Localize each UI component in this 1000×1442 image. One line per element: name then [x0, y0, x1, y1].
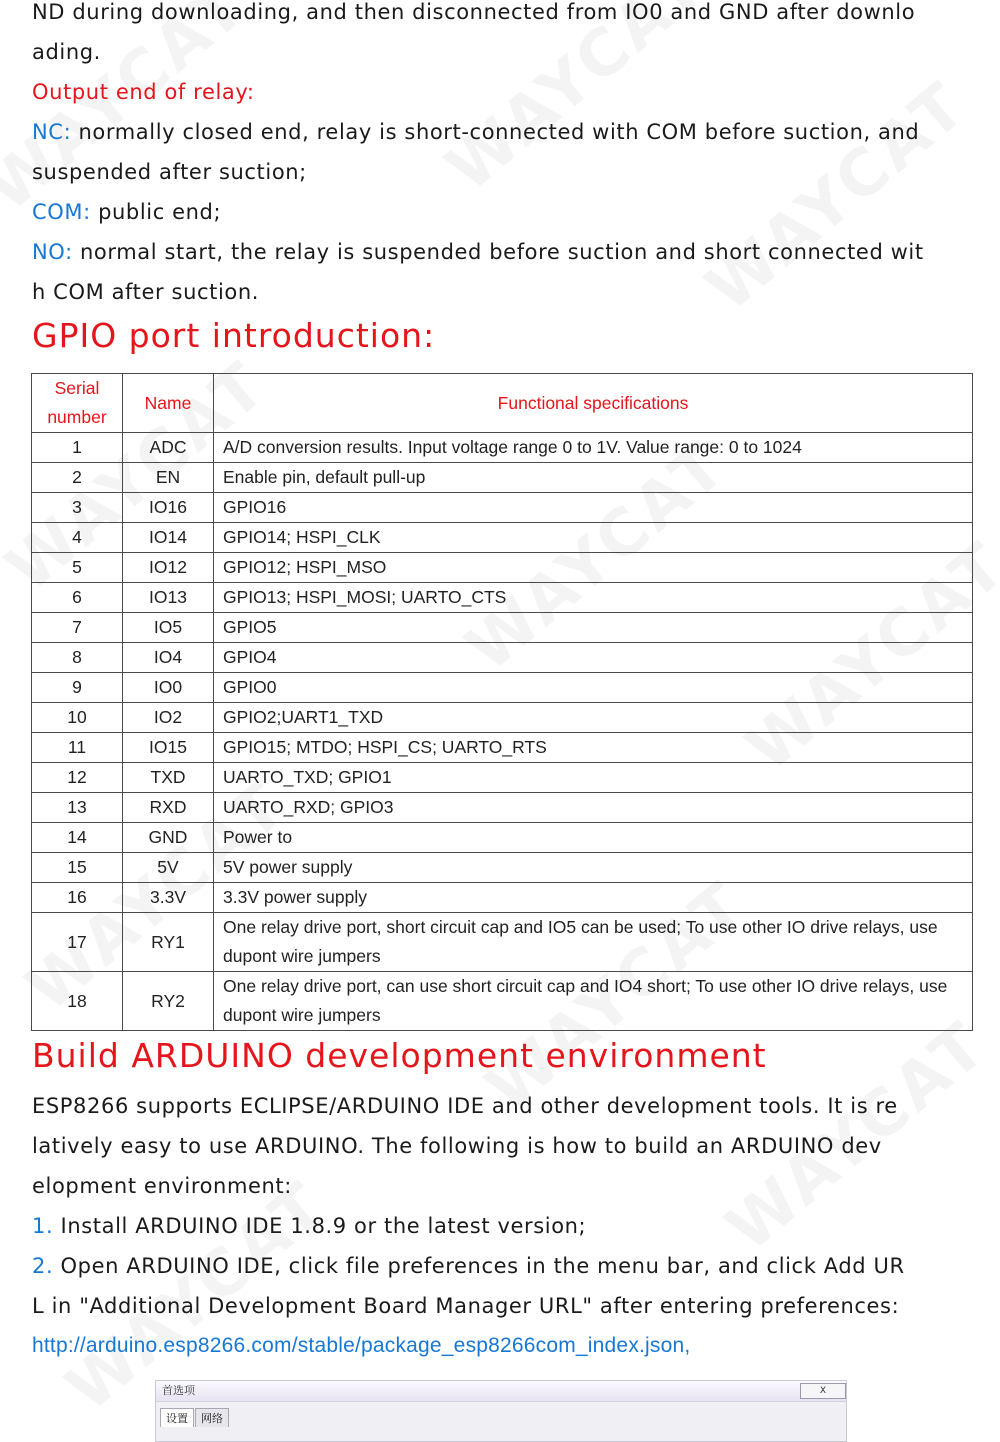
- step-1-text: Install ARDUINO IDE 1.8.9 or the latest version;: [53, 1214, 587, 1238]
- step-2-text: Open ARDUINO IDE, click file preferences in the menu bar, and click Add UR: [53, 1254, 905, 1278]
- cell-serial-number: 2: [32, 463, 123, 493]
- table-row: [32, 433, 973, 463]
- cell-name: ADC: [123, 433, 214, 463]
- cell-serial-number: 11: [32, 733, 123, 763]
- cell-name: EN: [123, 463, 214, 493]
- cell-serial-number: 6: [32, 583, 123, 613]
- cell-functional-specification: GPIO12; HSPI_MSO: [214, 553, 973, 583]
- cell-name: 5V: [123, 853, 214, 883]
- cell-functional-specification: UARTO_TXD; GPIO1: [214, 763, 973, 793]
- table-row: [32, 643, 973, 673]
- gpio-section-title: GPIO port introduction:: [32, 316, 436, 355]
- cell-name: IO13: [123, 583, 214, 613]
- relay-nc-continuation: suspended after suction;: [32, 160, 307, 184]
- cell-serial-number: 9: [32, 673, 123, 703]
- table-row: [32, 703, 973, 733]
- table-row: [32, 463, 973, 493]
- table-row: [32, 493, 973, 523]
- cell-serial-number: 4: [32, 523, 123, 553]
- cell-functional-specification: Power to: [214, 823, 973, 853]
- cell-functional-specification: GPIO0: [214, 673, 973, 703]
- cell-functional-specification: GPIO5: [214, 613, 973, 643]
- cell-functional-specification: UARTO_RXD; GPIO3: [214, 793, 973, 823]
- cell-functional-specification: Enable pin, default pull-up: [214, 463, 973, 493]
- cell-functional-specification: One relay drive port, can use short circuit cap and IO4 short; To use other IO drive relays, use dupont wire jumpers: [214, 972, 973, 1031]
- cell-functional-specification: 5V power supply: [214, 853, 973, 883]
- table-row: [32, 523, 973, 553]
- table-row: [32, 763, 973, 793]
- tab-network[interactable]: 网络: [195, 1408, 229, 1427]
- close-icon[interactable]: X: [800, 1383, 846, 1399]
- preferences-window-titlebar: [156, 1381, 846, 1402]
- table-row: [32, 613, 973, 643]
- cell-functional-specification: 3.3V power supply: [214, 883, 973, 913]
- cell-serial-number: 17: [32, 913, 123, 972]
- cell-functional-specification: GPIO13; HSPI_MOSI; UARTO_CTS: [214, 583, 973, 613]
- table-row: [32, 583, 973, 613]
- board-manager-url-link[interactable]: http://arduino.esp8266.com/stable/package_esp8266com_index.json,: [32, 1334, 691, 1357]
- cell-serial-number: 8: [32, 643, 123, 673]
- cell-name: IO16: [123, 493, 214, 523]
- cell-functional-specification: GPIO2;UART1_TXD: [214, 703, 973, 733]
- cell-serial-number: 1: [32, 433, 123, 463]
- cell-name: IO15: [123, 733, 214, 763]
- relay-output-heading: Output end of relay:: [32, 80, 255, 104]
- cell-functional-specification: GPIO15; MTDO; HSPI_CS; UARTO_RTS: [214, 733, 973, 763]
- cell-serial-number: 13: [32, 793, 123, 823]
- cell-name: 3.3V: [123, 883, 214, 913]
- cell-functional-specification: GPIO16: [214, 493, 973, 523]
- cell-name: TXD: [123, 763, 214, 793]
- preferences-window-title: 首选项: [162, 1384, 195, 1397]
- cell-serial-number: 3: [32, 493, 123, 523]
- relay-no-continuation: h COM after suction.: [32, 280, 260, 304]
- cell-serial-number: 15: [32, 853, 123, 883]
- table-row: [32, 673, 973, 703]
- header-serial-number: Serial number: [32, 374, 123, 433]
- table-row: [32, 883, 973, 913]
- header-name: Name: [123, 374, 214, 433]
- cell-functional-specification: GPIO4: [214, 643, 973, 673]
- cell-serial-number: 5: [32, 553, 123, 583]
- table-row: [32, 823, 973, 853]
- cell-name: RXD: [123, 793, 214, 823]
- relay-nc-label: NC:: [32, 120, 72, 144]
- step-2-number: 2.: [32, 1254, 54, 1278]
- arduino-paragraph-line-2: latively easy to use ARDUINO. The following is how to build an ARDUINO dev: [32, 1134, 882, 1158]
- intro-line-1: ND during downloading, and then disconnected from IO0 and GND after downlo: [32, 0, 916, 24]
- cell-name: RY2: [123, 972, 214, 1031]
- arduino-section-title: Build ARDUINO development environment: [32, 1036, 767, 1075]
- cell-functional-specification: One relay drive port, short circuit cap and IO5 can be used; To use other IO drive relays, use dupont wire jumpers: [214, 913, 973, 972]
- tab-settings[interactable]: 设置: [160, 1408, 194, 1427]
- cell-serial-number: 18: [32, 972, 123, 1031]
- cell-name: IO5: [123, 613, 214, 643]
- step-1-line: [32, 1206, 586, 1246]
- cell-serial-number: 14: [32, 823, 123, 853]
- gpio-table: [31, 373, 973, 1031]
- relay-com-text: public end;: [90, 200, 222, 224]
- cell-name: IO0: [123, 673, 214, 703]
- relay-com-line: [32, 192, 221, 232]
- table-row: [32, 793, 973, 823]
- table-row: [32, 553, 973, 583]
- cell-name: IO14: [123, 523, 214, 553]
- relay-nc-line: [32, 112, 919, 152]
- relay-nc-text: normally closed end, relay is short-connected with COM before suction, and: [71, 120, 920, 144]
- header-functional-specifications: Functional specifications: [214, 374, 973, 433]
- step-1-number: 1.: [32, 1214, 54, 1238]
- cell-serial-number: 10: [32, 703, 123, 733]
- cell-functional-specification: GPIO14; HSPI_CLK: [214, 523, 973, 553]
- gpio-table-body: [32, 433, 973, 1031]
- preferences-tabs: [156, 1402, 846, 1427]
- relay-no-label: NO:: [32, 240, 73, 264]
- relay-no-text: normal start, the relay is suspended before suction and short connected wit: [72, 240, 924, 264]
- arduino-paragraph-line-1: ESP8266 supports ECLIPSE/ARDUINO IDE and other development tools. It is re: [32, 1094, 898, 1118]
- intro-line-2: ading.: [32, 40, 101, 64]
- table-row: [32, 853, 973, 883]
- watermark: [693, 68, 981, 327]
- cell-name: GND: [123, 823, 214, 853]
- cell-functional-specification: A/D conversion results. Input voltage range 0 to 1V. Value range: 0 to 1024: [214, 433, 973, 463]
- table-row: [32, 913, 973, 972]
- cell-serial-number: 16: [32, 883, 123, 913]
- cell-serial-number: 12: [32, 763, 123, 793]
- cell-name: IO4: [123, 643, 214, 673]
- table-row: [32, 733, 973, 763]
- relay-no-line: [32, 232, 924, 272]
- preferences-window-screenshot: [155, 1380, 847, 1442]
- table-row: [32, 972, 973, 1031]
- cell-name: IO12: [123, 553, 214, 583]
- table-header-row: [32, 374, 973, 433]
- arduino-paragraph-line-3: elopment environment:: [32, 1174, 292, 1198]
- cell-serial-number: 7: [32, 613, 123, 643]
- cell-name: IO2: [123, 703, 214, 733]
- cell-name: RY1: [123, 913, 214, 972]
- step-2-continuation: L in "Additional Development Board Manager URL" after entering preferences:: [32, 1294, 900, 1318]
- step-2-line: [32, 1246, 905, 1286]
- relay-com-label: COM:: [32, 200, 91, 224]
